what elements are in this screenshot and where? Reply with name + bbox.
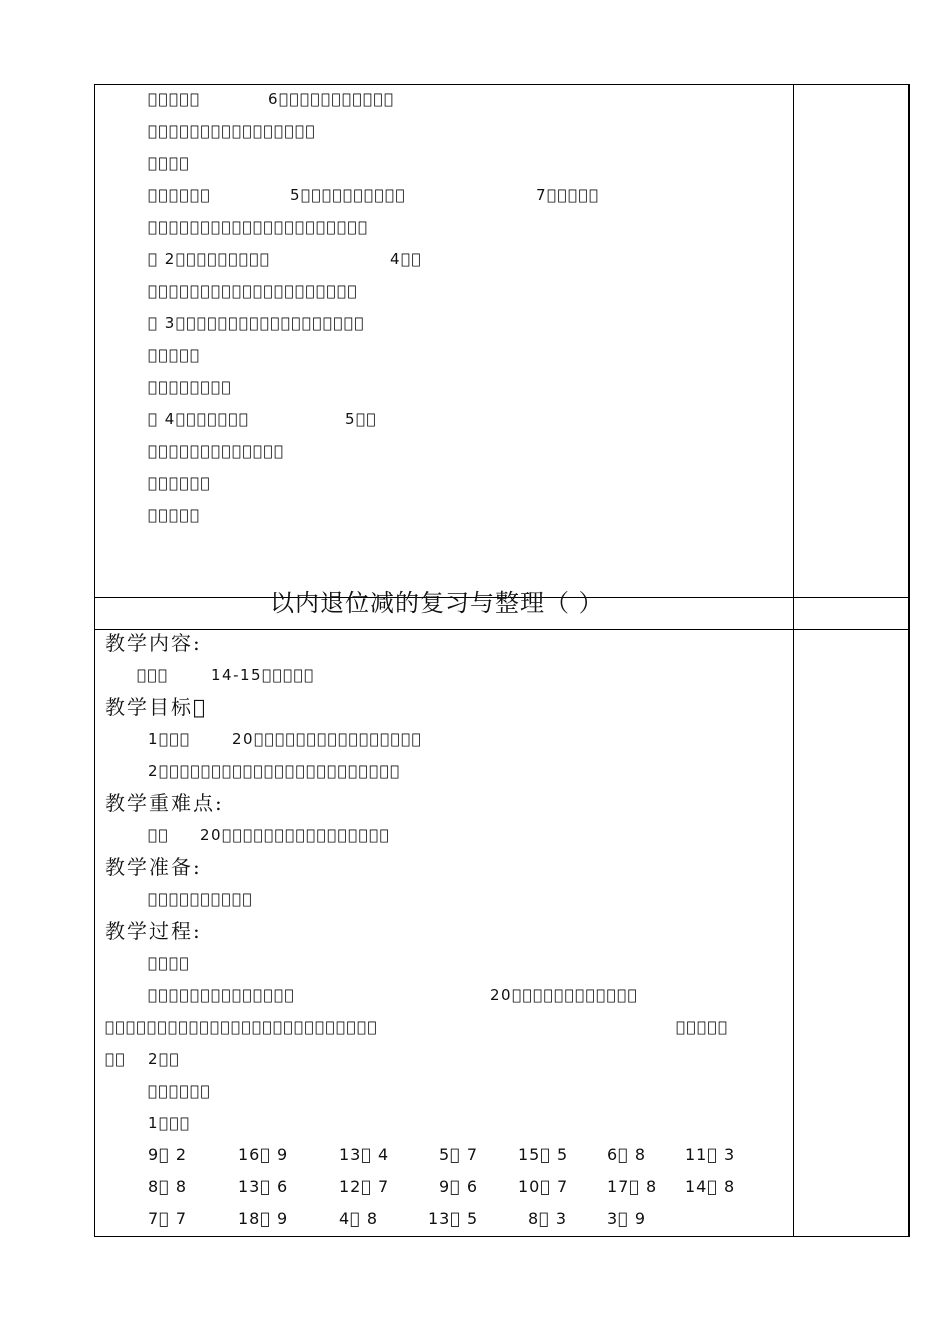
exercise-item: 13􏰀 5 <box>428 1209 479 1228</box>
table-column-divider <box>793 84 794 1237</box>
exercise-item: 6􏰀 8 <box>607 1145 647 1164</box>
top-line-12: 􏰀􏰀􏰀􏰀􏰀􏰀􏰀􏰀􏰀􏰀􏰀􏰀􏰀 <box>148 442 285 460</box>
teaching-content-label: 教学内容: <box>105 631 202 655</box>
key-points-a: 􏰀􏰀 <box>148 826 170 844</box>
exercise-item: 5􏰀 7 <box>439 1145 479 1164</box>
top-line-6b: 4􏰀􏰀 <box>390 250 423 268</box>
process-line-4b: 2􏰀􏰀 <box>148 1050 181 1068</box>
table-left-border <box>94 84 95 1237</box>
process-line-2b: 20􏰀􏰀􏰀􏰀􏰀􏰀􏰀􏰀􏰀􏰀􏰀􏰀 <box>490 986 639 1004</box>
key-points-b: 20􏰀􏰀􏰀􏰀􏰀􏰀􏰀􏰀􏰀􏰀􏰀􏰀􏰀􏰀􏰀􏰀 <box>200 826 391 844</box>
top-line-8: 􏰀 3􏰀􏰀􏰀􏰀􏰀􏰀􏰀􏰀􏰀􏰀􏰀􏰀􏰀􏰀􏰀􏰀􏰀􏰀 <box>148 314 365 332</box>
process-line-1: 􏰀􏰀􏰀􏰀 <box>148 954 191 972</box>
top-line-6a: 􏰀 2􏰀􏰀􏰀􏰀􏰀􏰀􏰀􏰀􏰀 <box>148 250 271 268</box>
exercise-item: 12􏰀 7 <box>339 1177 390 1196</box>
top-line-13: 􏰀􏰀􏰀􏰀􏰀􏰀 <box>148 474 212 492</box>
exercise-item: 14􏰀 8 <box>685 1177 736 1196</box>
exercise-item: 10􏰀 7 <box>518 1177 569 1196</box>
teaching-content-b: 14-15􏰀􏰀􏰀􏰀􏰀 <box>211 666 315 684</box>
exercise-item: 8􏰀 8 <box>148 1177 188 1196</box>
table-right-border <box>908 84 910 1237</box>
top-line-1b: 6􏰀􏰀􏰀􏰀􏰀􏰀􏰀􏰀􏰀􏰀􏰀 <box>268 90 395 108</box>
exercise-item: 4􏰀 8 <box>339 1209 379 1228</box>
top-line-11b: 5􏰀􏰀 <box>345 410 378 428</box>
exercise-item: 3􏰀 9 <box>607 1209 647 1228</box>
top-line-4a: 􏰀􏰀􏰀􏰀􏰀􏰀 <box>148 186 212 204</box>
top-line-2: 􏰀􏰀􏰀􏰀􏰀􏰀􏰀􏰀􏰀􏰀􏰀􏰀􏰀􏰀􏰀􏰀 <box>148 122 317 140</box>
process-label: 教学过程: <box>105 919 202 943</box>
prep-text: 􏰀􏰀􏰀􏰀􏰀􏰀􏰀􏰀􏰀􏰀 <box>148 890 254 908</box>
teaching-content-a: 􏰀􏰀􏰀 <box>137 666 169 684</box>
top-line-14: 􏰀􏰀􏰀􏰀􏰀 <box>148 506 201 524</box>
exercise-item: 9􏰀 2 <box>148 1145 188 1164</box>
exercise-item: 13􏰀 6 <box>238 1177 289 1196</box>
top-line-1a: 􏰀􏰀􏰀􏰀􏰀 <box>148 90 201 108</box>
exercise-item: 16􏰀 9 <box>238 1145 289 1164</box>
process-line-6: 1􏰀􏰀􏰀 <box>148 1114 191 1132</box>
top-line-10: 􏰀􏰀􏰀􏰀􏰀􏰀􏰀􏰀 <box>148 378 233 396</box>
key-points-label: 教学重难点: <box>105 791 224 815</box>
top-line-4b: 5􏰀􏰀􏰀􏰀􏰀􏰀􏰀􏰀􏰀􏰀 <box>290 186 407 204</box>
exercise-item: 7􏰀 7 <box>148 1209 188 1228</box>
process-line-3a: 􏰀􏰀􏰀􏰀􏰀􏰀􏰀􏰀􏰀􏰀􏰀􏰀􏰀􏰀􏰀􏰀􏰀􏰀􏰀􏰀􏰀􏰀􏰀􏰀􏰀􏰀 <box>105 1018 379 1036</box>
top-line-3: 􏰀􏰀􏰀􏰀 <box>148 154 191 172</box>
top-line-4c: 7􏰀􏰀􏰀􏰀􏰀 <box>536 186 600 204</box>
title-row-bottom-border <box>94 629 910 630</box>
prep-label: 教学准备: <box>105 855 202 879</box>
exercise-item: 13􏰀 4 <box>339 1145 390 1164</box>
exercise-item: 11􏰀 3 <box>685 1145 736 1164</box>
top-line-9: 􏰀􏰀􏰀􏰀􏰀 <box>148 346 201 364</box>
top-line-5: 􏰀􏰀􏰀􏰀􏰀􏰀􏰀􏰀􏰀􏰀􏰀􏰀􏰀􏰀􏰀􏰀􏰀􏰀􏰀􏰀􏰀 <box>148 218 369 236</box>
exercise-item: 18􏰀 9 <box>238 1209 289 1228</box>
process-line-5: 􏰀􏰀􏰀􏰀􏰀􏰀 <box>148 1082 212 1100</box>
objectives-label: 教学目标􏰀 <box>105 695 208 719</box>
objective-2: 2􏰀􏰀􏰀􏰀􏰀􏰀􏰀􏰀􏰀􏰀􏰀􏰀􏰀􏰀􏰀􏰀􏰀􏰀􏰀􏰀􏰀􏰀􏰀 <box>148 762 401 780</box>
exercise-item: 9􏰀 6 <box>439 1177 479 1196</box>
top-line-7: 􏰀􏰀􏰀􏰀􏰀􏰀􏰀􏰀􏰀􏰀􏰀􏰀􏰀􏰀􏰀􏰀􏰀􏰀􏰀􏰀 <box>148 282 359 300</box>
objective-1a: 1􏰀􏰀􏰀 <box>148 730 191 748</box>
top-line-11a: 􏰀 4􏰀􏰀􏰀􏰀􏰀􏰀􏰀 <box>148 410 250 428</box>
exercise-item: 17􏰀 8 <box>607 1177 658 1196</box>
objective-1b: 20􏰀􏰀􏰀􏰀􏰀􏰀􏰀􏰀􏰀􏰀􏰀􏰀􏰀􏰀􏰀􏰀 <box>232 730 423 748</box>
exercise-item: 15􏰀 5 <box>518 1145 569 1164</box>
process-line-4a: 􏰀􏰀 <box>105 1050 127 1068</box>
section-title: 以内退位减的复习与整理（ ） <box>270 589 604 617</box>
process-line-3b: 􏰀􏰀􏰀􏰀􏰀 <box>676 1018 729 1036</box>
table-bottom-border <box>94 1236 910 1237</box>
exercise-item: 8􏰀 3 <box>528 1209 568 1228</box>
process-line-2a: 􏰀􏰀􏰀􏰀􏰀􏰀􏰀􏰀􏰀􏰀􏰀􏰀􏰀􏰀 <box>148 986 296 1004</box>
table-top-border <box>94 84 910 85</box>
